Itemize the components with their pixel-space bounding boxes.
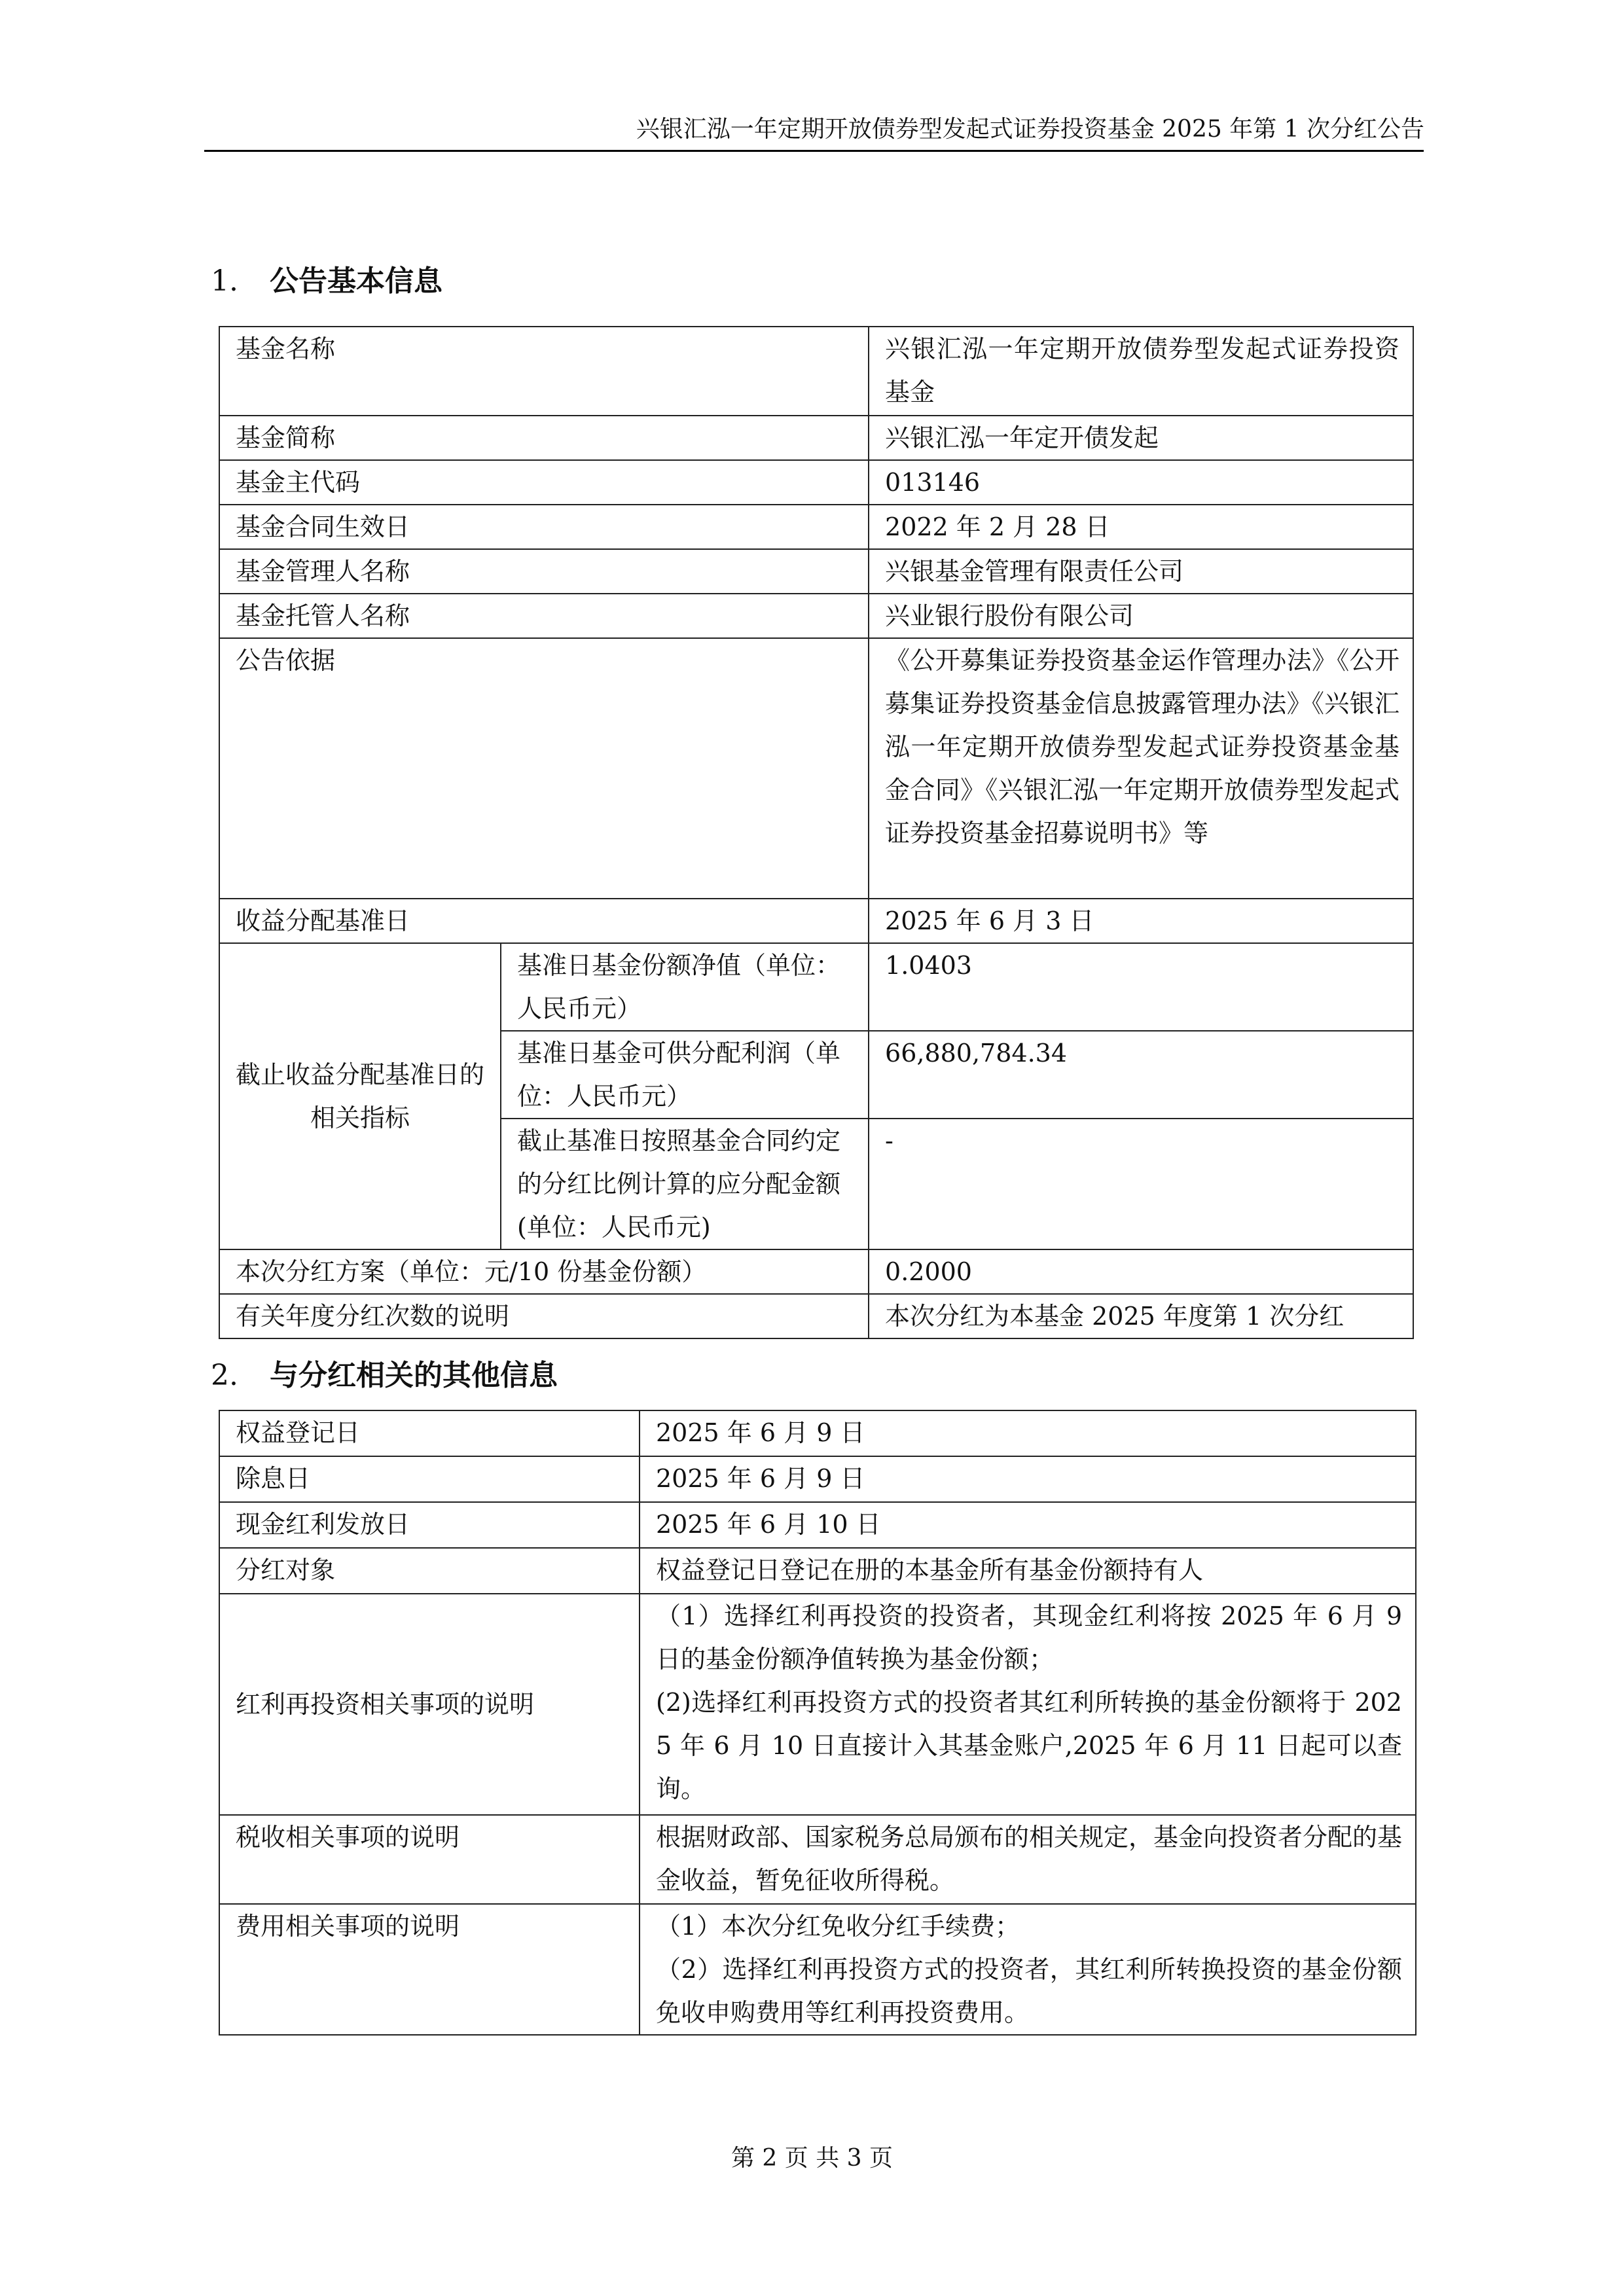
- document-header-title: 兴银汇泓一年定期开放债券型发起式证券投资基金 2025 年第 1 次分红公告: [636, 116, 1424, 143]
- section-1-title: 公告基本信息: [270, 264, 442, 298]
- dividend-info-table: [219, 1410, 1416, 2036]
- contract-amount-value: -: [869, 1119, 1413, 1249]
- distributable-label: 基准日基金可供分配利润（单位：人民币元）: [501, 1031, 869, 1119]
- basis-label: 公告依据: [219, 638, 869, 899]
- tax-value: 根据财政部、国家税务总局颁布的相关规定，基金向投资者分配的基金收益，暂免征收所得税。: [640, 1815, 1416, 1904]
- fund-name-label: 基金名称: [219, 327, 869, 416]
- indicators-label: 截止收益分配基准日的相关指标: [219, 943, 501, 1249]
- custodian-value: 兴业银行股份有限公司: [869, 594, 1413, 638]
- table-row: [219, 1294, 1413, 1338]
- reinvest-paragraph-1: （1）选择红利再投资的投资者，其现金红利将按 2025 年 6 月 9 日的基金份额净值转换为基金份额；: [656, 1602, 1402, 1674]
- reinvest-value: [640, 1594, 1416, 1815]
- fee-paragraph-2: （2）选择红利再投资方式的投资者，其红利所转换投资的基金份额免收申购费用等红利再投资费用。: [656, 1955, 1402, 2027]
- table-row: [219, 549, 1413, 594]
- table-row: [219, 1594, 1416, 1815]
- page-footer: 第 2 页 共 3 页: [731, 2145, 893, 2172]
- custodian-label: 基金托管人名称: [219, 594, 869, 638]
- table-row: [219, 1904, 1416, 2035]
- reinvest-paragraph-2: (2)选择红利再投资方式的投资者其红利所转换的基金份额将于 2025 年 6 月 10 日直接计入其基金账户,2025 年 6 月 11 日起可以查询。: [656, 1688, 1402, 1803]
- basis-value: 《公开募集证券投资基金运作管理办法》《公开募集证券投资基金信息披露管理办法》《兴银汇泓一年定期开放债券型发起式证券投资基金基金合同》《兴银汇泓一年定期开放债券型发起式证券投资基金招募说明书》等: [869, 638, 1413, 899]
- distributable-value: 66,880,784.34: [869, 1031, 1413, 1119]
- table-row: [219, 638, 1413, 899]
- manager-label: 基金管理人名称: [219, 549, 869, 594]
- record-date-label: 权益登记日: [219, 1410, 640, 1456]
- ex-dividend-label: 除息日: [219, 1456, 640, 1502]
- table-row: [219, 899, 1413, 943]
- contract-amount-label: 截止基准日按照基金合同约定的分红比例计算的应分配金额(单位：人民币元): [501, 1119, 869, 1249]
- payment-date-label: 现金红利发放日: [219, 1502, 640, 1548]
- dividend-target-value: 权益登记日登记在册的本基金所有基金份额持有人: [640, 1548, 1416, 1594]
- table-row: [219, 1249, 1413, 1294]
- contract-date-label: 基金合同生效日: [219, 505, 869, 549]
- section-2-heading: [211, 1357, 558, 1394]
- reinvest-label: 红利再投资相关事项的说明: [219, 1594, 640, 1815]
- fund-name-value: 兴银汇泓一年定期开放债券型发起式证券投资基金: [869, 327, 1413, 416]
- table-row: [219, 594, 1413, 638]
- nav-label: 基准日基金份额净值（单位：人民币元）: [501, 943, 869, 1031]
- header-rule: [204, 150, 1424, 152]
- section-2-title: 与分红相关的其他信息: [270, 1359, 558, 1392]
- fee-value: [640, 1904, 1416, 2035]
- fund-code-label: 基金主代码: [219, 460, 869, 505]
- plan-label: 本次分红方案（单位：元/10 份基金份额）: [219, 1249, 869, 1294]
- table-row: [219, 505, 1413, 549]
- fee-label: 费用相关事项的说明: [219, 1904, 640, 2035]
- basic-info-table: [219, 326, 1414, 1339]
- annual-label: 有关年度分红次数的说明: [219, 1294, 869, 1338]
- annual-value: 本次分红为本基金 2025 年度第 1 次分红: [869, 1294, 1413, 1338]
- table-row: [219, 1410, 1416, 1456]
- contract-date-value: 2022 年 2 月 28 日: [869, 505, 1413, 549]
- section-1-number: 1.: [211, 264, 238, 298]
- plan-value: 0.2000: [869, 1249, 1413, 1294]
- table-row: [219, 460, 1413, 505]
- base-date-value: 2025 年 6 月 3 日: [869, 899, 1413, 943]
- table-row: [219, 1502, 1416, 1548]
- table-row: [219, 327, 1413, 416]
- table-row: [219, 416, 1413, 460]
- section-2-number: 2.: [211, 1359, 238, 1392]
- ex-dividend-value: 2025 年 6 月 9 日: [640, 1456, 1416, 1502]
- table-row: [219, 943, 1413, 1031]
- dividend-target-label: 分红对象: [219, 1548, 640, 1594]
- tax-label: 税收相关事项的说明: [219, 1815, 640, 1904]
- payment-date-value: 2025 年 6 月 10 日: [640, 1502, 1416, 1548]
- fund-short-value: 兴银汇泓一年定开债发起: [869, 416, 1413, 460]
- section-1-heading: [211, 263, 442, 300]
- fund-short-label: 基金简称: [219, 416, 869, 460]
- manager-value: 兴银基金管理有限责任公司: [869, 549, 1413, 594]
- fund-code-value: 013146: [869, 460, 1413, 505]
- record-date-value: 2025 年 6 月 9 日: [640, 1410, 1416, 1456]
- base-date-label: 收益分配基准日: [219, 899, 869, 943]
- table-row: [219, 1456, 1416, 1502]
- fee-paragraph-1: （1）本次分红免收分红手续费；: [656, 1912, 1020, 1941]
- table-row: [219, 1815, 1416, 1904]
- nav-value: 1.0403: [869, 943, 1413, 1031]
- table-row: [219, 1548, 1416, 1594]
